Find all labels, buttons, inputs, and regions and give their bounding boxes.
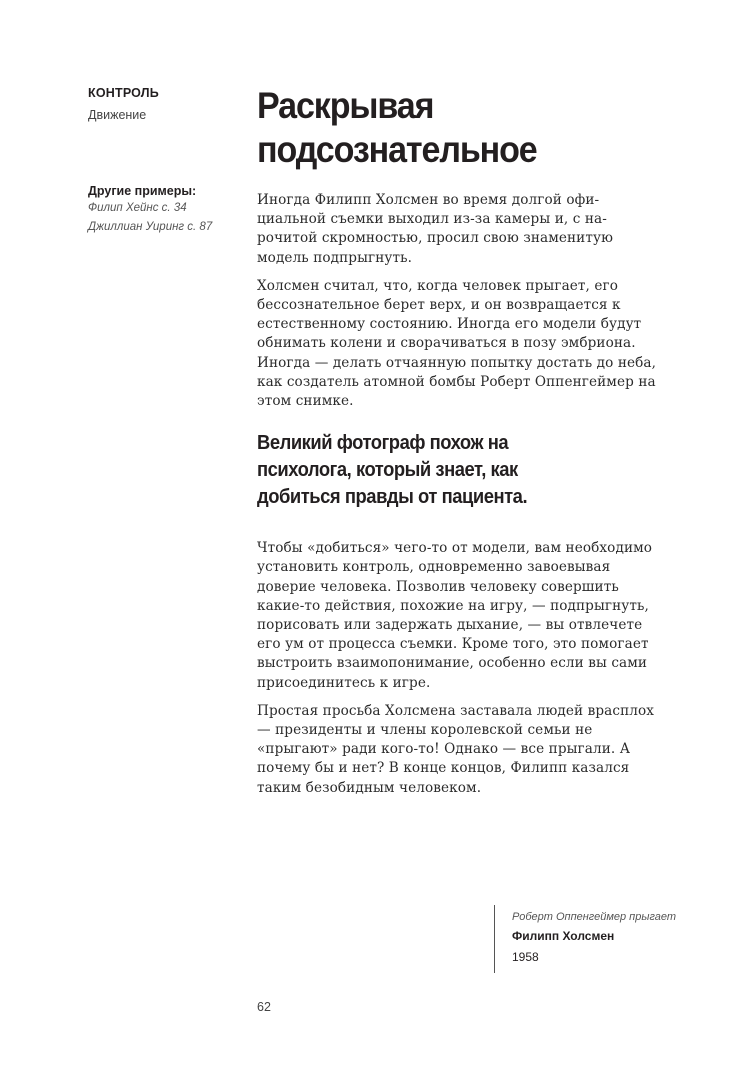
example-item: Филип Хейнс с. 34 (88, 202, 187, 214)
example-item: Джиллиан Уиринг с. 87 (88, 221, 213, 233)
caption-author: Филипп Холсмен (512, 929, 615, 943)
paragraph: Чтобы «добиться» чего-то от модели, вам необходимо установить контроль, одновременно завоевывая доверие человека. Позволив человеку совершить какие-то действия, похожие на игру, — подпрыгнуть, порисовать или задержать дыхание, — вы отвлечете его ум от процесса съемки. Кроме того, это помогает выстроить взаимопонимание, особенно если вы сами присоединитесь к игре. (257, 540, 653, 691)
caption-title: Роберт Оппенгеймер прыгает (512, 911, 677, 923)
examples-heading: Другие примеры: (88, 184, 197, 198)
title-line: подсознательное (257, 129, 537, 170)
other-examples (88, 184, 248, 237)
section-label: КОНТРОЛЬ (88, 86, 159, 100)
page-number: 62 (257, 1000, 271, 1014)
caption-year: 1958 (512, 950, 539, 964)
article (257, 84, 657, 807)
body-text-main (257, 539, 657, 798)
paragraph: Простая просьба Холсмена заставала людей врасплох — президенты и члены королевской семьи не «прыгают» ради кого-то! Однако — все прыгали. А почему бы и нет? В конце концов, Филипп казался таким безобидным человеком. (257, 702, 655, 796)
photo-caption (494, 905, 676, 973)
page-title (257, 84, 625, 172)
pull-quote: Великий фотограф похож на психолога, который знает, как добиться правды от пациента. (257, 432, 528, 509)
paragraph: Холсмен считал, что, когда человек прыгает, его бессознательное берет верх, и он возвращается к естественному состоянию. Иногда его модели будут обнимать колени и сворачиваться в позу эмбриона. Иногда — делать отчаянную попытку достать до неба, как создатель атомной бомбы Роберт Оппенгеймер на этом снимке. (257, 277, 657, 410)
sidebar (88, 86, 248, 237)
body-text-intro (257, 191, 657, 411)
subsection-label: Движение (88, 108, 147, 122)
paragraph: Иногда Филипп Холсмен во время долгой официальной съемки выходил из-за камеры и, с нарочитой скромностью, просил свою знаменитую модель подпрыгнуть. (257, 192, 613, 266)
examples-list (88, 199, 248, 237)
title-line: Раскрывая (257, 85, 434, 126)
